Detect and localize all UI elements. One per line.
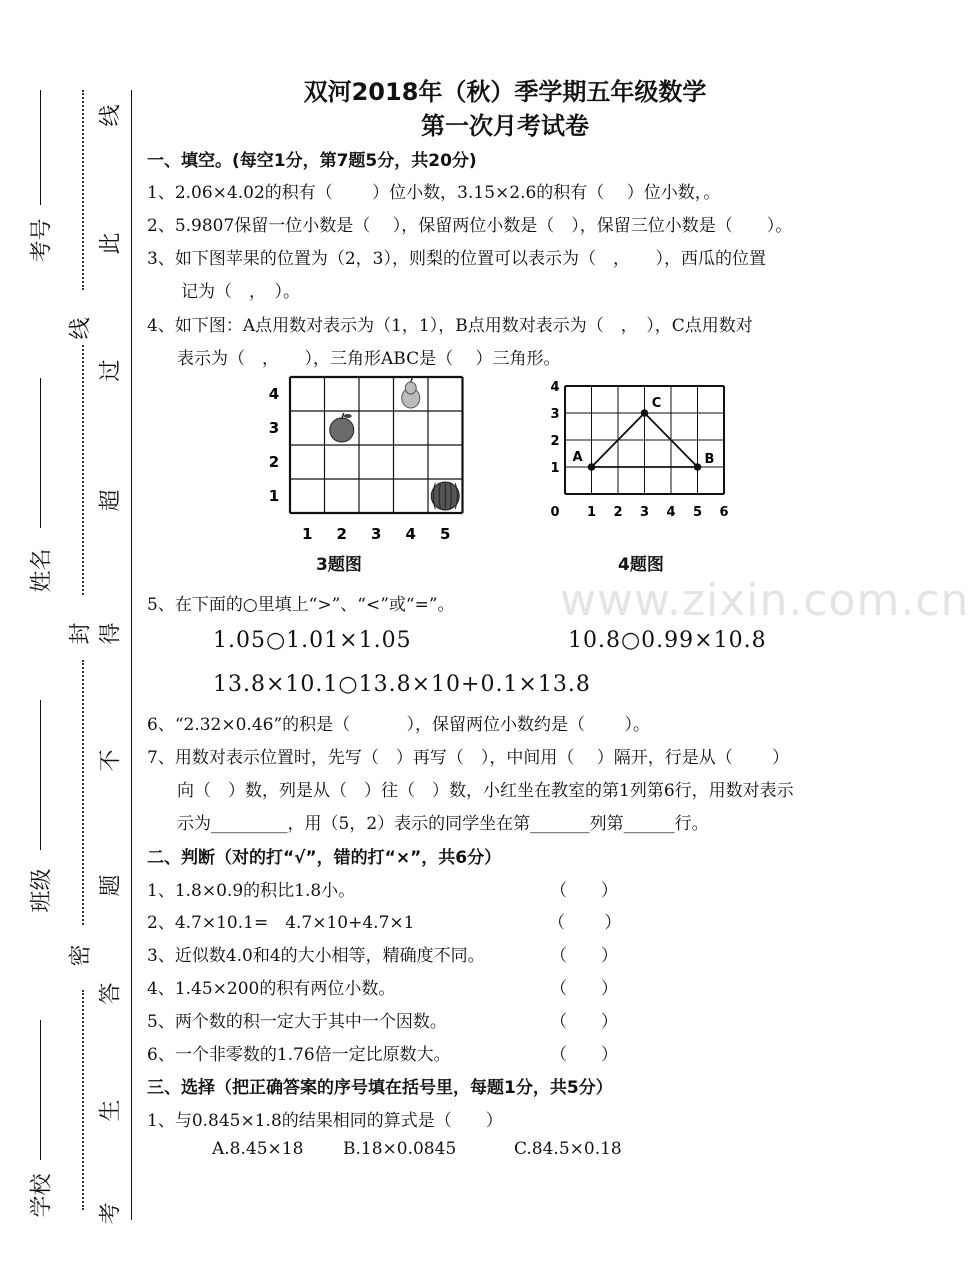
- y-tick-label: 1: [268, 487, 280, 505]
- section3-heading: 三、选择（把正确答案的序号填在括号里，每题1分，共5分）: [147, 1078, 613, 1098]
- s1-question-5: 5、在下面的○里填上“>”、“<”或“=”。: [147, 595, 455, 615]
- seal-char-2: 此: [98, 232, 124, 255]
- y-tick-label: 4: [268, 385, 280, 403]
- point-b: [694, 463, 702, 471]
- seal-char-12: 生: [98, 1099, 124, 1122]
- point-label-a: A: [572, 450, 583, 465]
- field-label-class: 班级: [29, 868, 55, 913]
- s1-q5-expression-2: 10.8○0.99×10.8: [568, 628, 767, 653]
- binding-margin: [0, 0, 140, 1277]
- s2-item-5-answer[interactable]: （ ）: [550, 1012, 618, 1032]
- field-label-exam-number: 考号: [29, 218, 55, 263]
- x-tick-label: 5: [440, 525, 451, 543]
- seal-char-10: 密: [68, 944, 94, 967]
- name-line: [40, 378, 41, 528]
- figure-4-caption: 4题图: [618, 555, 664, 575]
- seal-dotted-line-4: [82, 990, 84, 1210]
- point-a: [588, 463, 596, 471]
- seal-char-13: 考: [98, 1202, 124, 1225]
- y-tick-label: 3: [268, 419, 280, 437]
- seal-char-11: 答: [98, 982, 124, 1005]
- x-tick-label: 1: [586, 505, 597, 520]
- s1-question-4a: 4、如下图：A点用数对表示为（1，1），B点用数对表示为（ ， ），C点用数对: [147, 316, 753, 336]
- seal-char-3: 线: [68, 317, 94, 340]
- s1-question-7c: 示为_________，用（5，2）表示的同学坐在第_______列第______行。: [177, 814, 709, 834]
- watermark: www.zixin.com.cn: [560, 575, 969, 626]
- s3-question-1: 1、与0.845×1.8的结果相同的算式是（ ）: [147, 1111, 503, 1131]
- point-label-c: C: [651, 396, 662, 411]
- s1-question-3b: 记为（ ， ）。: [181, 282, 300, 302]
- margin-divider-line: [131, 90, 132, 1220]
- y-tick-label: 4: [550, 380, 560, 395]
- s2-item-4-answer[interactable]: （ ）: [550, 979, 618, 999]
- y-tick-label: 2: [550, 434, 560, 449]
- x-tick-label: 0: [550, 505, 560, 520]
- pear-icon-top: [405, 382, 416, 394]
- s3-q1-option-b[interactable]: B.18×0.0845: [343, 1139, 457, 1159]
- apple-icon: [330, 418, 354, 442]
- school-line: [40, 1020, 41, 1160]
- section2-heading: 二、判断（对的打“√”，错的打“×”，共6分）: [147, 848, 502, 868]
- x-tick-label: 2: [613, 505, 623, 520]
- y-tick-label: 3: [550, 407, 560, 422]
- x-tick-label: 1: [302, 525, 313, 543]
- s1-question-4b: 表示为（ ， ），三角形ABC是（ ）三角形。: [177, 349, 561, 369]
- y-tick-label: 1: [550, 461, 560, 476]
- s2-item-1: 1、1.8×0.9的积比1.8小。: [147, 881, 356, 901]
- s3-q1-option-c[interactable]: C.84.5×0.18: [514, 1139, 622, 1159]
- figure-4-grid: [545, 378, 745, 523]
- x-tick-label: 3: [371, 525, 382, 543]
- x-tick-label: 2: [336, 525, 347, 543]
- s1-question-1: 1、2.06×4.02的积有（ ）位小数，3.15×2.6的积有（ ）位小数，。: [147, 183, 721, 203]
- s1-question-3a: 3、如下图苹果的位置为（2，3），则梨的位置可以表示为（ ， ），西瓜的位置: [147, 249, 766, 269]
- section1-heading: 一、填空。(每空1分，第7题5分，共20分): [147, 151, 477, 171]
- seal-char-6: 得: [98, 622, 124, 645]
- x-tick-label: 4: [666, 505, 676, 520]
- s2-item-5: 5、两个数的积一定大于其中一个因数。: [147, 1012, 447, 1032]
- seal-char-7: 封: [68, 622, 94, 645]
- seal-char-4: 过: [98, 359, 124, 382]
- s2-item-2-answer[interactable]: （ ）: [548, 913, 622, 933]
- figure-3-grid: [258, 372, 478, 547]
- y-tick-label: 2: [268, 453, 280, 471]
- seal-dotted-line-3: [82, 660, 84, 925]
- s1-question-7a: 7、用数对表示位置时，先写（ ）再写（ ），中间用（ ）隔开，行是从（ ）: [147, 748, 790, 768]
- point-label-b: B: [704, 452, 715, 467]
- s1-q5-expression-1: 1.05○1.01×1.05: [213, 628, 412, 653]
- s2-item-2: 2、4.7×10.1= 4.7×10+4.7×1: [147, 913, 415, 933]
- seal-char-8: 不: [98, 749, 124, 772]
- x-tick-label: 4: [405, 525, 416, 543]
- s1-question-6: 6、“2.32×0.46”的积是（ ），保留两位小数约是（ ）。: [147, 715, 650, 735]
- x-tick-label: 5: [692, 505, 703, 520]
- class-line: [40, 700, 41, 850]
- field-label-name: 姓名: [29, 548, 55, 593]
- point-c: [641, 409, 649, 417]
- seal-char-5: 超: [98, 489, 124, 512]
- x-tick-label: 6: [719, 505, 729, 520]
- s2-item-6-answer[interactable]: （ ）: [550, 1045, 618, 1065]
- figure-3-caption: 3题图: [316, 555, 362, 575]
- s3-q1-option-a[interactable]: A.8.45×18: [212, 1139, 304, 1159]
- s2-item-3: 3、近似数4.0和4的大小相等，精确度不同。: [147, 946, 485, 966]
- seal-dotted-line-2: [82, 345, 84, 595]
- s1-question-7b: 向（ ）数，列是从（ ）往（ ）数，小红坐在教室的第1列第6行，用数对表示: [177, 781, 794, 801]
- s1-question-2: 2、5.9807保留一位小数是（ ），保留两位小数是（ ），保留三位小数是（ ）。: [147, 216, 793, 236]
- s2-item-6: 6、一个非零数的1.76倍一定比原数大。: [147, 1045, 451, 1065]
- page-title-line1: 双河2018年（秋）季学期五年级数学: [303, 78, 707, 106]
- s2-item-4: 4、1.45×200的积有两位小数。: [147, 979, 396, 999]
- x-tick-label: 3: [639, 505, 650, 520]
- field-label-school: 学校: [29, 1173, 55, 1218]
- seal-char-1: 线: [98, 104, 124, 127]
- page-title-line2: 第一次月考试卷: [421, 112, 589, 140]
- s1-q5-expression-3: 13.8×10.1○13.8×10+0.1×13.8: [213, 672, 591, 697]
- s2-item-3-answer[interactable]: （ ）: [550, 946, 618, 966]
- s2-item-1-answer[interactable]: （ ）: [550, 881, 618, 901]
- apple-icon-leaf: [344, 414, 352, 418]
- seal-char-9: 题: [98, 874, 124, 897]
